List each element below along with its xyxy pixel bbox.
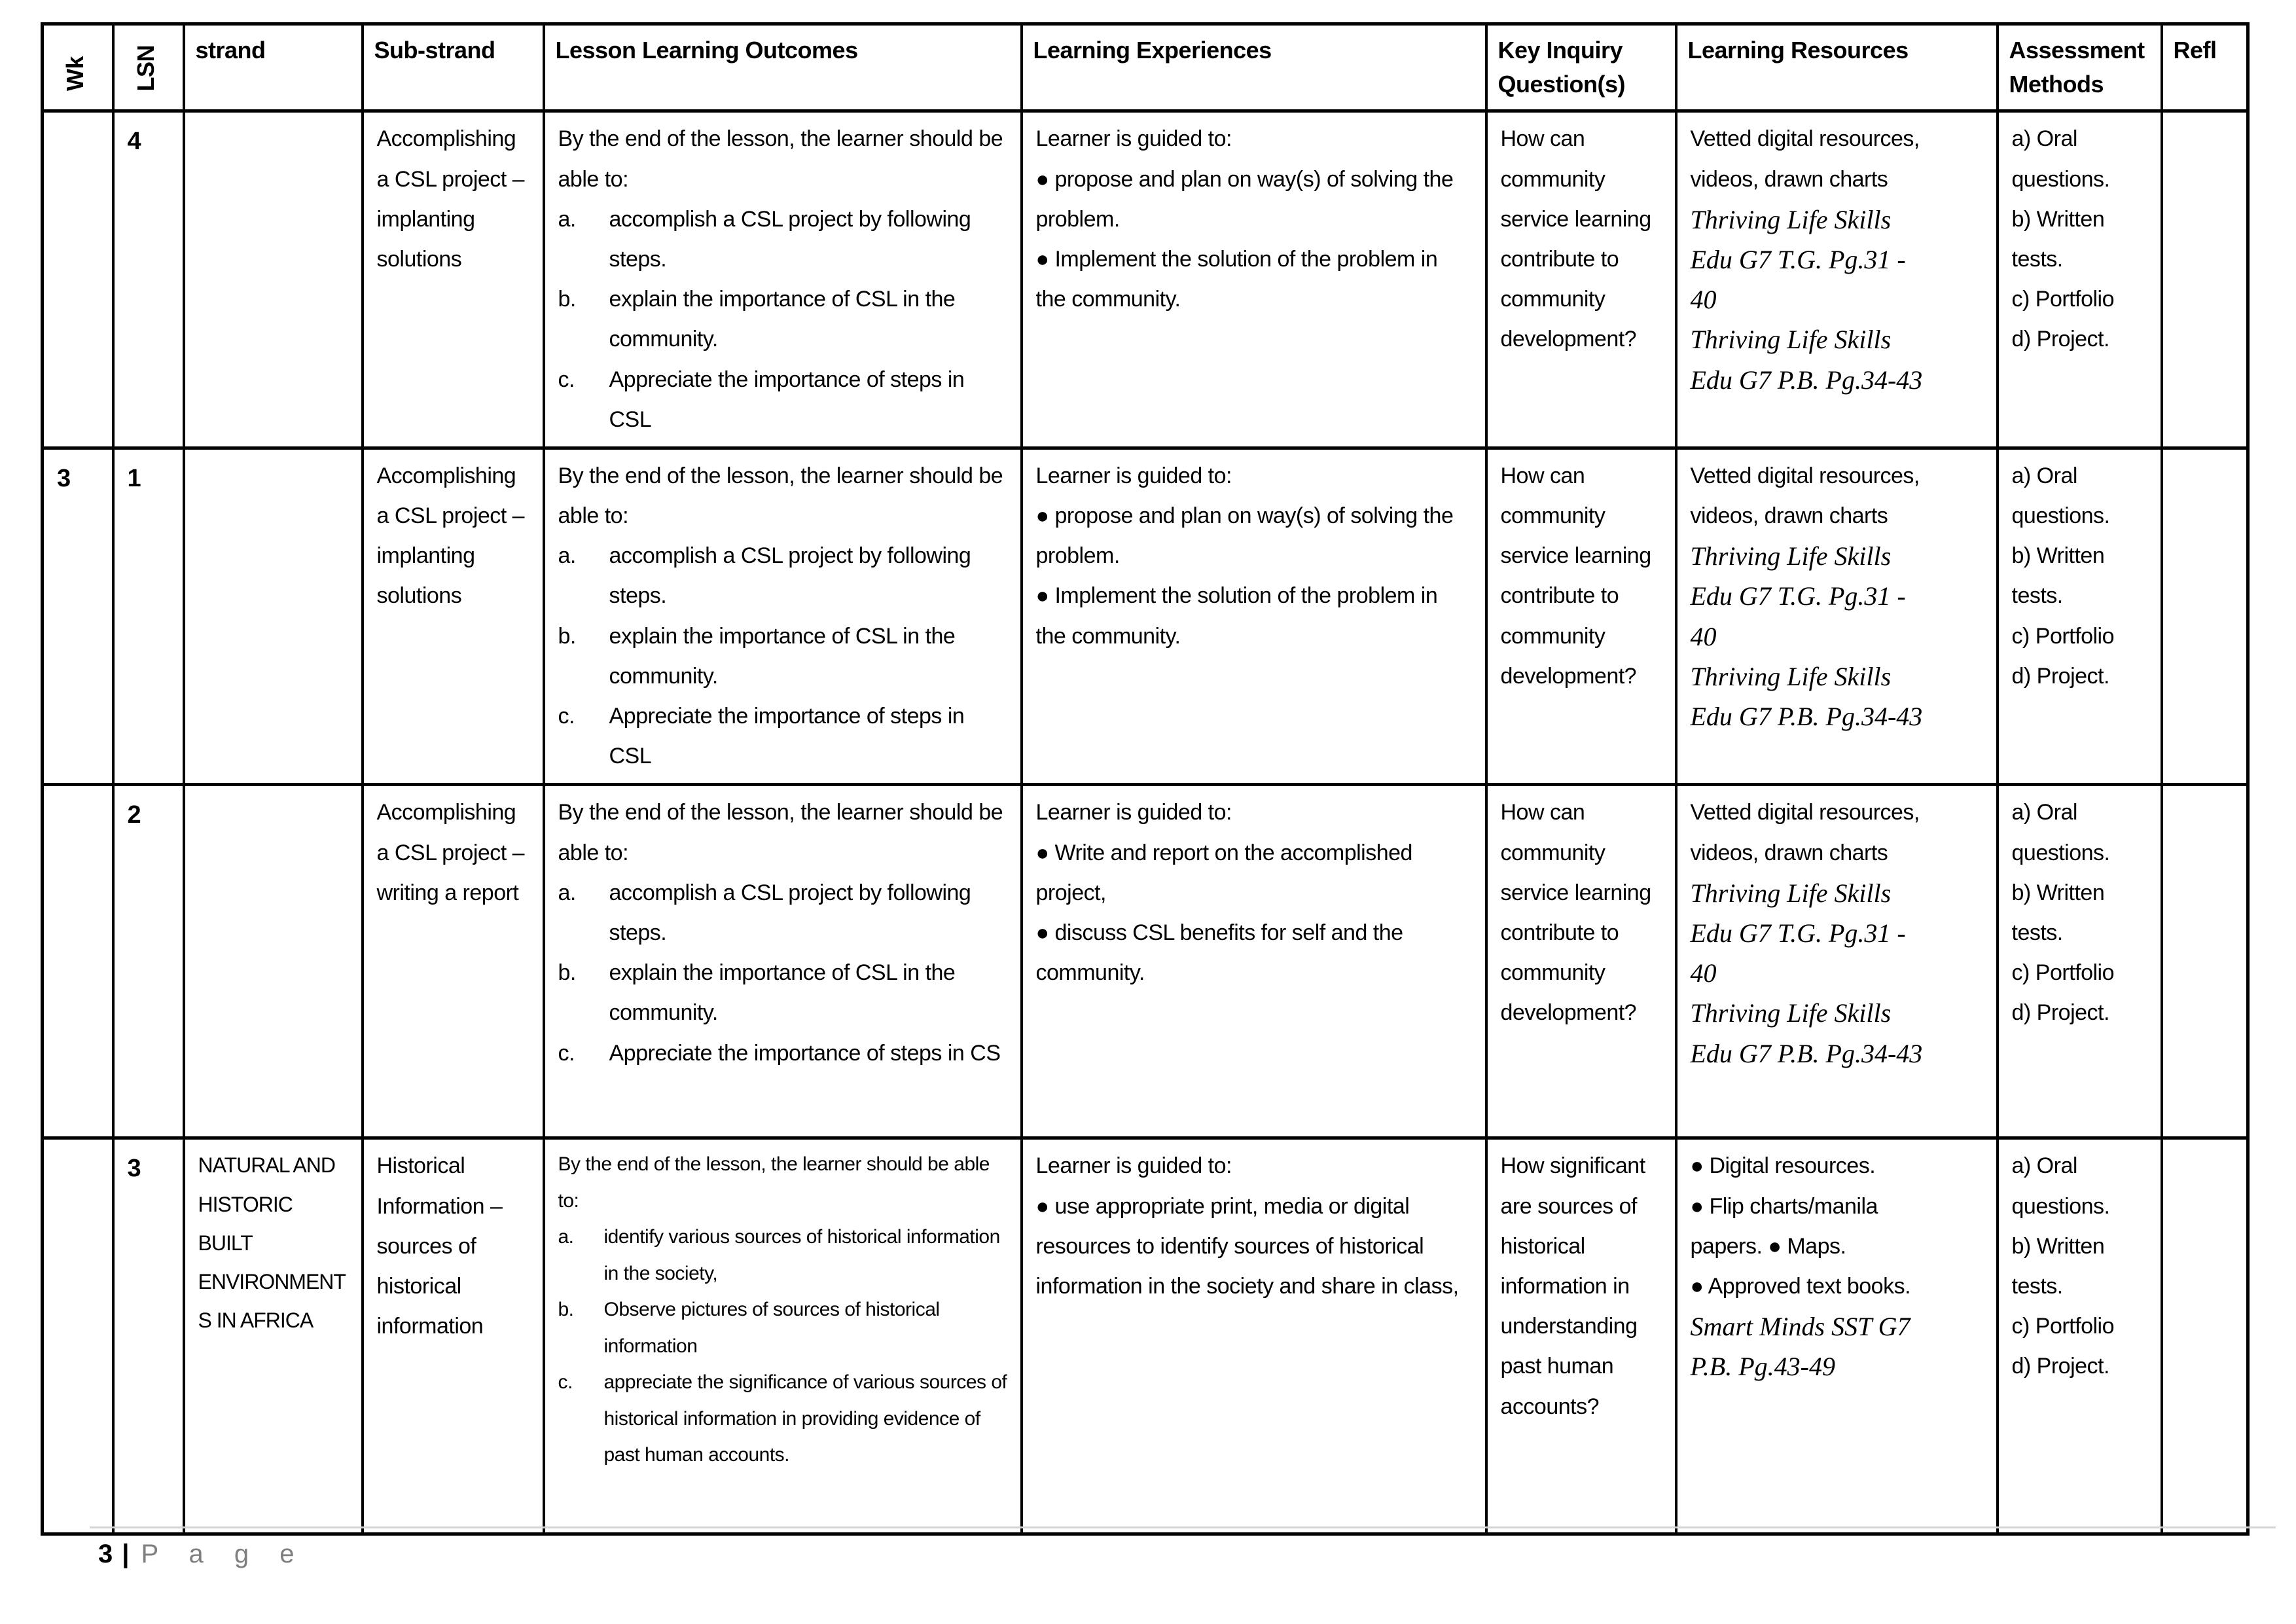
outcome-item — [558, 1291, 1007, 1364]
outcome-item-text: accomplish a CSL project by following steps. — [609, 880, 971, 945]
resource-book-title: Thriving Life Skills — [1690, 541, 1892, 571]
key-inquiry-cell — [1486, 448, 1676, 785]
learning-resources-cell — [1676, 448, 1998, 785]
assessment-item: d) Project. — [2011, 327, 2109, 352]
resources-list — [1691, 1146, 1983, 1386]
table-row — [43, 448, 2248, 785]
outcomes-list — [558, 536, 1007, 776]
table-row — [43, 1138, 2248, 1534]
header-lesson-number-label: LSN — [132, 45, 159, 92]
resource-book-title: Edu G7 P.B. Pg.34-43 — [1690, 702, 1923, 731]
sub-strand-cell — [363, 448, 544, 785]
reflection-cell — [2162, 448, 2248, 785]
lesson-learning-outcomes-cell — [544, 1138, 1022, 1534]
outcome-item-label: a. — [558, 1226, 574, 1248]
resource-book-title: 40 — [1690, 285, 1717, 315]
assessment-methods-cell — [1998, 448, 2162, 785]
key-inquiry-question: How can community service learning contribute to community development? — [1500, 463, 1651, 689]
resource-book-title: Edu G7 P.B. Pg.34-43 — [1690, 365, 1923, 395]
week-cell — [43, 448, 113, 785]
scheme-of-work-table — [41, 22, 2250, 1536]
experiences-intro: Learner is guided to: — [1035, 1153, 1232, 1179]
resource-book-title: Edu G7 T.G. Pg.31 - — [1690, 918, 1906, 948]
experiences-list — [1036, 496, 1472, 657]
assessment-list — [2012, 793, 2147, 1033]
strand-cell — [184, 785, 363, 1138]
lesson-number-cell — [113, 785, 184, 1138]
assessment-methods-cell — [1998, 111, 2162, 448]
outcome-item-text: Observe pictures of sources of historical information — [603, 1299, 940, 1357]
assessment-item: c) Portfolio — [2011, 960, 2114, 986]
lesson-learning-outcomes-cell — [544, 448, 1022, 785]
header-week-label: Wk — [62, 56, 88, 92]
header-sub-strand: Sub-strand — [363, 24, 544, 111]
strand-line: ENVIRONMENT — [198, 1269, 346, 1293]
header-lesson-number — [113, 24, 184, 111]
assessment-item: a) Oral questions. — [2011, 1153, 2110, 1219]
assessment-item: d) Project. — [2011, 663, 2109, 689]
sub-strand-text: Accomplishing a CSL project – implanting solutions — [376, 463, 525, 609]
experiences-list — [1036, 160, 1472, 320]
outcome-item — [558, 696, 1007, 776]
outcome-item-text: Appreciate the importance of steps in CSL — [609, 704, 965, 769]
strand-text — [198, 1146, 348, 1340]
learning-experiences-cell — [1022, 448, 1486, 785]
experience-bullet: ● use appropriate print, media or digital resources to identify sources of historical information in the society and share in class, — [1035, 1193, 1459, 1299]
outcome-item-label: b. — [558, 1299, 574, 1321]
resource-item: ● Flip charts/manila — [1690, 1193, 1878, 1219]
outcome-item-label: c. — [558, 1040, 575, 1066]
resource-item: videos, drawn charts — [1690, 166, 1888, 192]
experience-bullet: ● propose and plan on way(s) of solving the problem. — [1035, 166, 1454, 232]
outcomes-list — [558, 200, 1007, 440]
outcome-item-label: b. — [558, 287, 576, 312]
assessment-item: d) Project. — [2011, 1354, 2109, 1379]
experience-bullet: ● propose and plan on way(s) of solving the problem. — [1035, 503, 1454, 569]
outcome-item-text: appreciate the significance of various sources of historical information in providing evidence of past human accounts. — [603, 1371, 1007, 1466]
experiences-intro: Learner is guided to: — [1035, 800, 1232, 825]
outcome-item-label: a. — [558, 206, 576, 232]
footer-separator: | — [122, 1540, 130, 1568]
experiences-list — [1036, 1187, 1472, 1307]
outcome-item — [558, 280, 1007, 359]
outcome-item-label: c. — [558, 704, 575, 729]
reflection-cell — [2162, 111, 2248, 448]
outcome-item-label: b. — [558, 623, 576, 649]
lesson-learning-outcomes-cell — [544, 785, 1022, 1138]
strand-line: BUILT — [198, 1231, 253, 1255]
outcome-item-text: accomplish a CSL project by following steps. — [609, 206, 971, 272]
week-cell — [43, 111, 113, 448]
experiences-list — [1036, 833, 1472, 994]
lesson-number-cell — [113, 448, 184, 785]
footer-page-number: 3 — [98, 1540, 113, 1568]
outcomes-list — [558, 873, 1007, 1074]
experience-bullet: ● discuss CSL benefits for self and the community. — [1035, 920, 1403, 986]
outcome-item-text: accomplish a CSL project by following steps. — [609, 543, 971, 609]
strand-cell — [184, 448, 363, 785]
learning-resources-cell — [1676, 1138, 1998, 1534]
resource-book-title: Edu G7 T.G. Pg.31 - — [1690, 581, 1906, 611]
sub-strand-cell — [363, 111, 544, 448]
outcome-item — [558, 200, 1007, 280]
week-number: 3 — [57, 464, 71, 492]
resource-item: ● Approved text books. — [1690, 1273, 1911, 1299]
outcomes-intro: By the end of the lesson, the learner should be able to: — [558, 463, 1003, 529]
resource-book-title: Thriving Life Skills — [1690, 998, 1892, 1028]
outcome-item-label: a. — [558, 880, 576, 905]
header-strand: strand — [184, 24, 363, 111]
resource-item: Vetted digital resources, — [1690, 463, 1920, 488]
assessment-item: b) Written tests. — [2011, 880, 2105, 945]
resource-book-title: Thriving Life Skills — [1690, 878, 1892, 908]
strand-line: HISTORIC — [198, 1192, 293, 1216]
resource-book-title: Thriving Life Skills — [1690, 204, 1892, 234]
assessment-list — [2012, 119, 2147, 359]
reflection-cell — [2162, 785, 2248, 1138]
experience-bullet: ● Write and report on the accomplished project, — [1035, 840, 1412, 905]
sub-strand-text: Historical Information – sources of historical information — [376, 1153, 503, 1339]
outcomes-intro: By the end of the lesson, the learner should be able to: — [558, 800, 1003, 865]
footer-page-label: P a g e — [141, 1540, 306, 1568]
assessment-methods-cell — [1998, 785, 2162, 1138]
resource-item: Vetted digital resources, — [1690, 800, 1920, 825]
outcome-item — [558, 360, 1007, 440]
assessment-item: a) Oral questions. — [2011, 800, 2110, 865]
outcome-item — [558, 1219, 1007, 1291]
outcome-item-text: identify various sources of historical information in the society, — [603, 1226, 1000, 1284]
lesson-number-cell — [113, 1138, 184, 1534]
outcome-item — [558, 1364, 1007, 1473]
resources-list — [1691, 456, 1983, 736]
assessment-item: a) Oral questions. — [2011, 126, 2110, 192]
outcome-item-text: explain the importance of CSL in the community. — [609, 960, 956, 1026]
resource-book-title: Edu G7 P.B. Pg.34-43 — [1690, 1038, 1923, 1068]
resource-item: Vetted digital resources, — [1690, 126, 1920, 152]
lesson-number: 2 — [127, 801, 141, 829]
strand-cell — [184, 111, 363, 448]
outcome-item-text: Appreciate the importance of steps in CSL — [609, 367, 965, 432]
assessment-item: c) Portfolio — [2011, 1314, 2114, 1339]
resource-item: videos, drawn charts — [1690, 503, 1888, 529]
experience-bullet: ● Implement the solution of the problem in the community. — [1035, 246, 1438, 312]
footer-divider-line — [90, 1526, 2276, 1528]
learning-experiences-cell — [1022, 785, 1486, 1138]
outcome-item-label: b. — [558, 960, 576, 986]
assessment-list — [2012, 1146, 2147, 1386]
resources-list — [1691, 793, 1983, 1073]
header-learning-experiences: Learning Experiences — [1022, 24, 1486, 111]
lesson-number: 3 — [127, 1155, 141, 1183]
outcome-item-label: a. — [558, 543, 576, 569]
outcome-item-text: explain the importance of CSL in the community. — [609, 287, 956, 352]
assessment-item: b) Written tests. — [2011, 543, 2105, 609]
resource-book-title: Thriving Life Skills — [1690, 661, 1892, 691]
experiences-intro: Learner is guided to: — [1035, 126, 1232, 152]
outcomes-intro: By the end of the lesson, the learner should be able to: — [558, 126, 1003, 192]
resource-book-title: P.B. Pg.43-49 — [1690, 1352, 1835, 1382]
assessment-item: a) Oral questions. — [2011, 463, 2110, 529]
outcome-item — [558, 873, 1007, 953]
header-learning-resources: Learning Resources — [1676, 24, 1998, 111]
assessment-item: c) Portfolio — [2011, 287, 2114, 312]
assessment-list — [2012, 456, 2147, 696]
learning-experiences-cell — [1022, 111, 1486, 448]
strand-line: NATURAL AND — [198, 1153, 335, 1178]
outcomes-intro: By the end of the lesson, the learner should be able to: — [558, 1153, 990, 1212]
header-assessment-methods: Assessment Methods — [1998, 24, 2162, 111]
key-inquiry-question: How can community service learning contribute to community development? — [1500, 800, 1651, 1026]
key-inquiry-question: How significant are sources of historical information in understanding past human accounts? — [1500, 1153, 1645, 1419]
learning-experiences-cell — [1022, 1138, 1486, 1534]
resources-list — [1691, 119, 1983, 399]
outcome-item-text: explain the importance of CSL in the community. — [609, 623, 956, 689]
header-key-inquiry-questions: Key Inquiry Question(s) — [1486, 24, 1676, 111]
outcome-item-label: c. — [558, 1371, 573, 1394]
resource-book-title: Smart Minds SST G7 — [1690, 1312, 1910, 1342]
resource-item: papers. ● Maps. — [1690, 1233, 1846, 1259]
strand-line: S IN AFRICA — [198, 1308, 314, 1333]
resource-book-title: Thriving Life Skills — [1690, 325, 1892, 355]
key-inquiry-question: How can community service learning contribute to community development? — [1500, 126, 1651, 352]
sub-strand-cell — [363, 785, 544, 1138]
resource-book-title: Edu G7 T.G. Pg.31 - — [1690, 244, 1906, 274]
resource-item: videos, drawn charts — [1690, 840, 1888, 865]
reflection-cell — [2162, 1138, 2248, 1534]
table-row — [43, 785, 2248, 1138]
header-row — [43, 24, 2248, 111]
header-week — [43, 24, 113, 111]
header-lesson-learning-outcomes: Lesson Learning Outcomes — [544, 24, 1022, 111]
header-reflection: Refl — [2162, 24, 2248, 111]
resource-book-title: 40 — [1690, 958, 1717, 988]
key-inquiry-cell — [1486, 785, 1676, 1138]
outcome-item — [558, 953, 1007, 1033]
table-row — [43, 111, 2248, 448]
outcome-item-text: Appreciate the importance of steps in CS — [609, 1040, 1001, 1066]
resource-book-title: 40 — [1690, 621, 1717, 651]
footer — [98, 1540, 306, 1569]
assessment-item: b) Written tests. — [2011, 1233, 2105, 1299]
week-cell — [43, 785, 113, 1138]
sub-strand-cell — [363, 1138, 544, 1534]
lesson-number-cell — [113, 111, 184, 448]
learning-resources-cell — [1676, 785, 1998, 1138]
outcome-item — [558, 1034, 1007, 1074]
experience-bullet: ● Implement the solution of the problem in the community. — [1035, 583, 1438, 649]
assessment-methods-cell — [1998, 1138, 2162, 1534]
outcome-item — [558, 617, 1007, 696]
outcomes-list — [558, 1219, 1007, 1473]
assessment-item: b) Written tests. — [2011, 206, 2105, 272]
lesson-number: 1 — [127, 464, 141, 492]
lesson-learning-outcomes-cell — [544, 111, 1022, 448]
experiences-intro: Learner is guided to: — [1035, 463, 1232, 488]
sub-strand-text: Accomplishing a CSL project – implanting solutions — [376, 126, 525, 272]
assessment-item: d) Project. — [2011, 1000, 2109, 1026]
lesson-number: 4 — [127, 128, 141, 156]
outcome-item — [558, 536, 1007, 616]
strand-cell — [184, 1138, 363, 1534]
key-inquiry-cell — [1486, 1138, 1676, 1534]
outcome-item-label: c. — [558, 367, 575, 392]
sub-strand-text: Accomplishing a CSL project – writing a report — [376, 800, 525, 905]
week-cell — [43, 1138, 113, 1534]
resource-item: ● Digital resources. — [1690, 1153, 1876, 1179]
key-inquiry-cell — [1486, 111, 1676, 448]
assessment-item: c) Portfolio — [2011, 623, 2114, 649]
learning-resources-cell — [1676, 111, 1998, 448]
